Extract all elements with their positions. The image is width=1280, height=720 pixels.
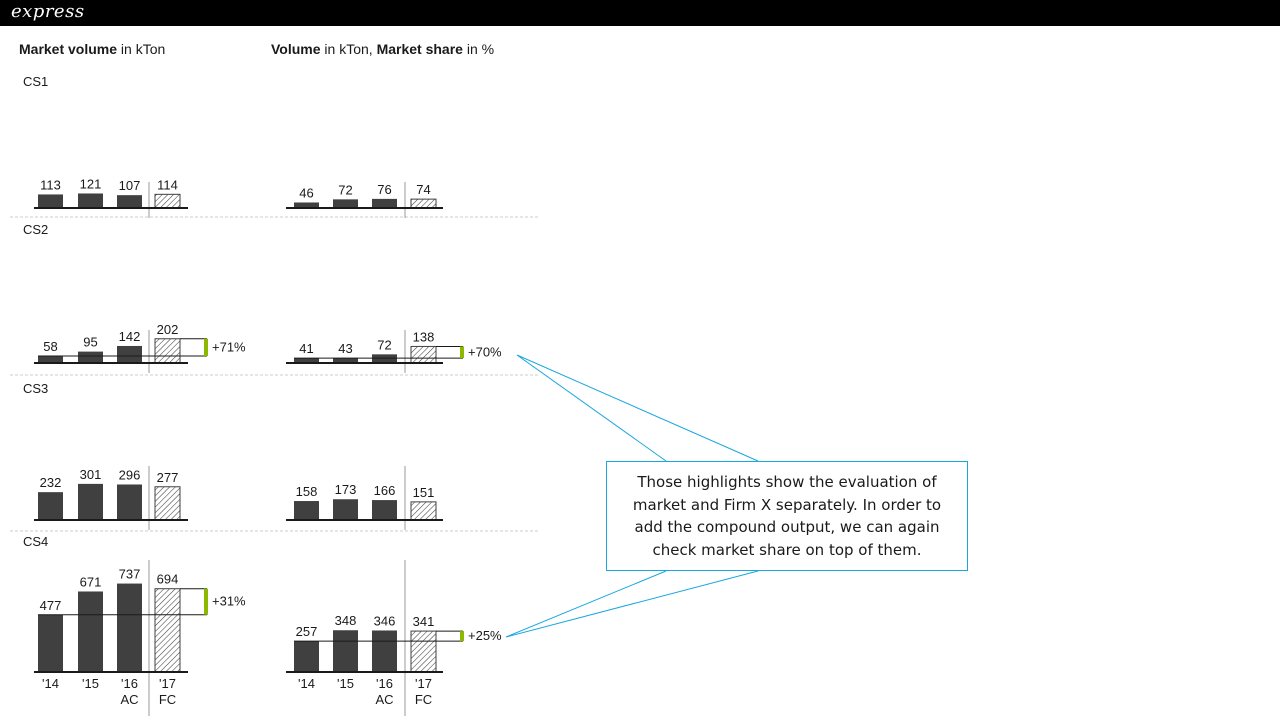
left-cs2-value-label-16: 142 — [118, 328, 141, 344]
market-volume-header-bold: Market volume — [19, 41, 118, 57]
right-cs3-value-label-14: 158 — [295, 484, 318, 500]
right-cs2-delta-bar — [460, 346, 464, 358]
left-cs4-bar-14 — [38, 615, 63, 672]
right-cs4-bar-17-forecast — [411, 631, 436, 672]
panel-label-cs2: CS2 — [23, 222, 49, 237]
right-category-label-14: '14 — [298, 676, 315, 691]
left-cs4-delta-bar — [204, 589, 208, 615]
left-cs3-value-label-15: 301 — [79, 466, 102, 482]
left-cs3-value-label-14: 232 — [39, 475, 62, 491]
right-cs4-value-label-14: 257 — [295, 624, 318, 640]
panel-label-cs1: CS1 — [23, 74, 49, 89]
left-cs1-value-label-17: 114 — [157, 177, 178, 193]
right-cs1-value-label-14: 46 — [299, 185, 314, 201]
right-cs4-value-label-17: 341 — [412, 614, 435, 630]
left-category-label-14: '14 — [42, 676, 59, 691]
market-volume-header-unit: in kTon — [117, 41, 166, 57]
volume-header-bold: Volume — [271, 41, 321, 57]
chart-layer — [10, 74, 758, 716]
right-cs4-bar-14 — [294, 641, 319, 672]
callout-pointer-upper — [517, 355, 758, 461]
left-scenario-label-fc: FC — [158, 692, 177, 707]
left-cs4-value-label-14: 477 — [39, 597, 62, 613]
right-cs4-bar-15 — [333, 630, 358, 672]
right-cs4-value-label-15: 348 — [334, 613, 357, 629]
left-cs2-value-label-14: 58 — [43, 339, 58, 355]
left-category-label-16: '16 — [121, 676, 138, 691]
callout-pointer-lower — [506, 571, 758, 637]
volume-header-unit: in kTon, — [320, 41, 377, 57]
left-cs4-value-label-15: 671 — [79, 574, 102, 590]
right-scenario-label-ac: AC — [375, 692, 394, 707]
left-cs4-delta-label: +31% — [212, 593, 246, 609]
right-cs4-value-label-16: 346 — [373, 613, 396, 629]
left-cs3-bar-17-forecast — [155, 487, 180, 520]
right-cs2-value-label-17: 138 — [412, 329, 435, 345]
left-cs3-bar-16 — [117, 484, 142, 520]
right-cs1-bar-17-forecast — [411, 199, 436, 208]
left-cs2-value-label-17: 202 — [156, 321, 179, 337]
left-cs2-delta-label: +71% — [212, 339, 246, 355]
left-cs2-bar-16 — [117, 346, 142, 363]
left-cs3-bar-14 — [38, 492, 63, 520]
right-cs2-value-label-14: 41 — [299, 341, 314, 357]
right-cs4-delta-bar — [460, 631, 464, 641]
right-cs4-delta-label: +25% — [468, 628, 502, 644]
left-cs1-value-label-15: 121 — [79, 176, 102, 192]
right-cs3-bar-15 — [333, 499, 358, 520]
right-cs3-bar-17-forecast — [411, 502, 436, 520]
left-cs2-bar-17-forecast — [155, 339, 180, 363]
callout-box — [606, 461, 968, 571]
left-cs4-bar-16 — [117, 584, 142, 672]
right-cs2-bar-17-forecast — [411, 346, 436, 363]
left-cs1-value-label-16: 107 — [118, 178, 141, 194]
share-header-unit: in % — [462, 41, 495, 57]
left-cs2-bar-15 — [78, 352, 103, 363]
right-cs3-value-label-17: 151 — [412, 484, 435, 500]
right-cs2-delta-label: +70% — [468, 344, 502, 360]
left-cs4-bar-17-forecast — [155, 589, 180, 672]
left-cs2-value-label-15: 95 — [83, 334, 98, 350]
brand-logo: express — [11, 1, 85, 22]
left-cs2-bar-14 — [38, 356, 63, 363]
left-scenario-label-ac: AC — [120, 692, 139, 707]
panel-label-cs4: CS4 — [23, 534, 49, 549]
share-header-bold: Market share — [376, 41, 463, 57]
left-cs4-value-label-16: 737 — [118, 566, 141, 582]
right-cs3-value-label-15: 173 — [334, 482, 357, 498]
right-category-label-15: '15 — [337, 676, 354, 691]
right-cs1-value-label-17: 74 — [416, 182, 431, 198]
right-cs3-bar-14 — [294, 501, 319, 520]
right-category-label-16: '16 — [376, 676, 393, 691]
panel-label-cs3: CS3 — [23, 381, 49, 396]
left-cs1-bar-15 — [78, 193, 103, 208]
left-category-label-17: '17 — [159, 676, 176, 691]
right-cs2-value-label-15: 43 — [338, 340, 353, 356]
right-cs3-value-label-16: 166 — [373, 483, 396, 499]
right-category-label-17: '17 — [415, 676, 432, 691]
right-cs1-bar-15 — [333, 199, 358, 208]
right-cs2-bar-16 — [372, 354, 397, 363]
left-cs4-value-label-17: 694 — [156, 571, 179, 587]
right-cs2-value-label-16: 72 — [377, 337, 392, 353]
left-cs1-value-label-14: 113 — [40, 177, 61, 193]
left-category-label-15: '15 — [82, 676, 99, 691]
right-cs4-bar-16 — [372, 630, 397, 672]
right-scenario-label-fc: FC — [414, 692, 433, 707]
left-cs3-value-label-16: 296 — [118, 467, 141, 483]
left-cs1-bar-17-forecast — [155, 194, 180, 208]
left-cs1-bar-14 — [38, 194, 63, 208]
left-cs3-value-label-17: 277 — [156, 469, 179, 485]
right-cs1-value-label-16: 76 — [377, 181, 392, 197]
right-cs3-bar-16 — [372, 500, 397, 520]
left-cs2-delta-bar — [204, 339, 208, 356]
left-cs3-bar-15 — [78, 484, 103, 520]
right-cs1-value-label-15: 72 — [338, 182, 353, 198]
left-cs4-bar-15 — [78, 591, 103, 672]
right-cs1-bar-16 — [372, 199, 397, 208]
callout-text: Those highlights show the evaluation of market and Firm X separately. In order to add the compound output, we can again check market share on top of them. — [632, 473, 942, 559]
left-cs1-bar-16 — [117, 195, 142, 208]
